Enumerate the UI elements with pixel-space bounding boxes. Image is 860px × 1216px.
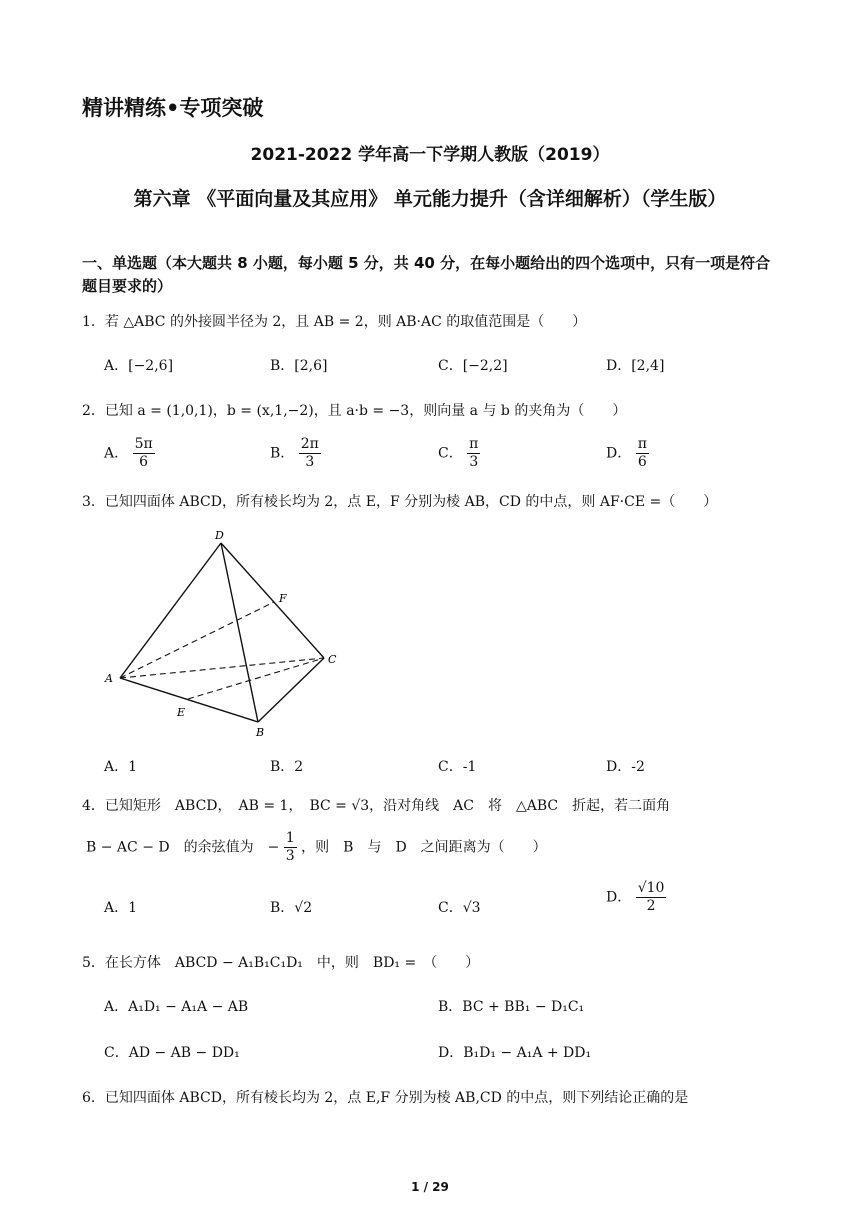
tetrahedron-figure — [100, 525, 340, 740]
q2-option-d-den: 6 — [637, 454, 647, 470]
question-6: 6．已知四面体 ABCD，所有棱长均为 2，点 E,F 分别为棱 AB,CD 的中点，则下列结论正确的是 — [82, 1090, 689, 1106]
q2-option-c-fraction — [467, 436, 480, 471]
q2-option-b-num: 2π — [300, 436, 319, 452]
q2-option-d-num: π — [637, 436, 647, 452]
q3-option-a: A．1 — [104, 759, 138, 775]
edge-da — [120, 543, 221, 678]
q2-option-b-letter: B． — [270, 445, 295, 462]
document-title: 2021-2022 学年高一下学期人教版（2019） — [250, 145, 610, 165]
q4-option-d-num: √10 — [637, 880, 665, 896]
q4-fraction-den: 3 — [285, 848, 295, 864]
q1-option-b: B．[2,6] — [270, 358, 328, 374]
q4-fraction-num: 1 — [285, 830, 295, 846]
hidden-edge-ac — [120, 658, 324, 678]
q2-option-a — [104, 436, 155, 471]
question-1: 1．若 △ABC 的外接圆半径为 2，且 AB = 2，则 AB·AC 的取值范围是（ ） — [82, 314, 587, 330]
label-d: D — [215, 529, 224, 542]
q1-option-a: A．[−2,6] — [104, 358, 174, 374]
q3-option-b: B．2 — [270, 759, 304, 775]
q5-option-a: A．A₁D₁ − A₁A − AB — [104, 999, 249, 1015]
edge-bc — [258, 658, 324, 722]
q4-option-d — [606, 880, 666, 915]
brand-title: 精讲精练•专项突破 — [82, 96, 264, 120]
page-number: 1 / 29 — [411, 1180, 449, 1194]
edge-dc — [221, 543, 324, 658]
q4-option-d-den: 2 — [646, 898, 656, 914]
q2-option-c-letter: C． — [438, 445, 463, 462]
q2-option-b-fraction — [299, 436, 321, 471]
q5-option-c: C．AD − AB − DD₁ — [104, 1045, 240, 1061]
segment-af — [120, 602, 274, 678]
q2-option-a-letter: A． — [104, 445, 129, 462]
q4-fraction — [284, 830, 297, 865]
document-subtitle: 第六章 《平面向量及其应用》 单元能力提升（含详细解析）（学生版） — [133, 188, 727, 210]
q4-option-d-fraction — [636, 880, 667, 915]
label-a: A — [105, 672, 113, 685]
q3-option-d: D．-2 — [606, 759, 645, 775]
q1-option-c: C．[−2,2] — [438, 358, 508, 374]
q2-option-d-letter: D． — [606, 445, 632, 462]
q4-line2-suffix: ，则 B 与 D 之间距离为（ ） — [301, 839, 547, 856]
q4-line2-prefix: B − AC − D 的余弦值为 − — [86, 839, 280, 856]
q2-option-b-den: 3 — [305, 454, 315, 470]
q2-option-c — [438, 436, 480, 471]
q5-option-d: D．B₁D₁ − A₁A + DD₁ — [438, 1045, 592, 1061]
q2-option-a-num: 5π — [134, 436, 153, 452]
q1-option-d: D．[2,4] — [606, 358, 665, 374]
q4-option-a: A．1 — [104, 900, 138, 916]
q2-option-d — [606, 436, 649, 471]
edge-db — [221, 543, 258, 722]
label-f: F — [279, 592, 287, 605]
question-5: 5．在长方体 ABCD − A₁B₁C₁D₁ 中，则 BD₁ = （ ） — [82, 955, 480, 971]
q4-option-c: C．√3 — [438, 900, 481, 916]
q4-option-b: B．√2 — [270, 900, 313, 916]
q2-option-b — [270, 436, 321, 471]
question-4-line-1: 4．已知矩形 ABCD， AB = 1， BC = √3，沿对角线 AC 将 △ABC 折起，若二面角 — [82, 798, 671, 814]
q2-option-a-den: 6 — [139, 454, 149, 470]
q4-option-d-letter: D． — [606, 889, 632, 906]
label-e: E — [177, 706, 186, 719]
q2-option-c-num: π — [469, 436, 479, 452]
question-2: 2．已知 a = (1,0,1)，b = (x,1,−2)，且 a·b = −3，则向量 a 与 b 的夹角为（ ） — [82, 403, 627, 419]
q2-option-c-den: 3 — [469, 454, 479, 470]
question-4-line-2 — [86, 830, 547, 865]
q3-option-c: C．-1 — [438, 759, 477, 775]
q2-option-d-fraction — [636, 436, 649, 471]
q5-option-b: B．BC + BB₁ − D₁C₁ — [438, 999, 585, 1015]
label-b: B — [256, 726, 265, 739]
section-heading: 一、单选题（本大题共 8 小题，每小题 5 分，共 40 分，在每小题给出的四个选项中，只有一项是符合题目要求的） — [82, 254, 771, 295]
q2-option-a-fraction — [133, 436, 155, 471]
question-3: 3．已知四面体 ABCD，所有棱长均为 2，点 E，F 分别为棱 AB，CD 的中点，则 AF·CE =（ ） — [82, 494, 718, 510]
label-c: C — [328, 653, 337, 666]
